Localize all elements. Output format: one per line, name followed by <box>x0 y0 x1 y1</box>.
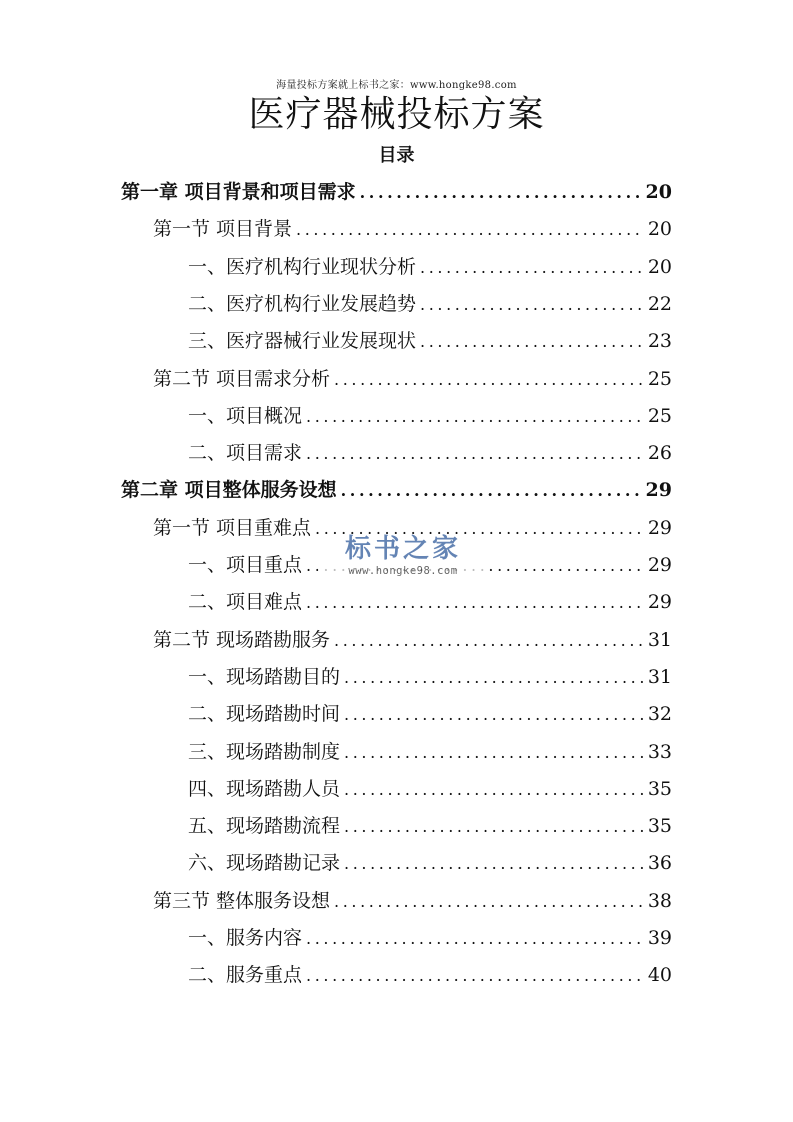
toc-entry[interactable] <box>188 845 672 882</box>
toc-entry-label: 一、服务内容 <box>188 927 303 949</box>
toc-entry-label: 第二节 现场踏勘服务 <box>153 629 331 651</box>
toc-dot-leader <box>334 622 644 659</box>
toc-entry-label: 二、医疗机构行业发展趋势 <box>188 293 417 315</box>
toc-entry[interactable] <box>188 920 672 957</box>
toc-dot-leader <box>344 734 644 771</box>
toc-entry-label: 二、服务重点 <box>188 964 303 986</box>
toc-entry-page-number: 32 <box>647 703 672 725</box>
toc-entry[interactable] <box>188 696 672 733</box>
toc-entry-page-number: 38 <box>647 890 672 912</box>
toc-entry-page-number: 31 <box>647 666 672 688</box>
toc-dot-leader <box>344 845 644 882</box>
toc-entry-label: 三、医疗器械行业发展现状 <box>188 330 417 352</box>
toc-dot-leader <box>306 398 644 435</box>
toc-dot-leader <box>420 323 644 360</box>
toc-entry-label: 三、现场踏勘制度 <box>188 741 341 763</box>
toc-entry[interactable] <box>188 659 672 696</box>
toc-entry-label: 四、现场踏勘人员 <box>188 778 341 800</box>
toc-dot-leader <box>296 211 644 248</box>
toc-dot-leader <box>334 883 644 920</box>
toc-entry-label: 第二节 项目需求分析 <box>153 368 331 390</box>
toc-entry[interactable] <box>188 734 672 771</box>
toc-entry-label: 第一节 项目背景 <box>153 218 293 240</box>
toc-dot-leader <box>344 696 644 733</box>
toc-entry-label: 二、项目需求 <box>188 442 303 464</box>
toc-entry[interactable] <box>188 957 672 994</box>
toc-dot-leader <box>306 584 644 621</box>
document-title: 医疗器械投标方案 <box>248 94 545 135</box>
toc-dot-leader <box>344 659 644 696</box>
toc-entry[interactable] <box>121 174 672 211</box>
toc-entry[interactable] <box>121 472 672 509</box>
toc-dot-leader <box>306 920 644 957</box>
toc-entry-label: 二、现场踏勘时间 <box>188 703 341 725</box>
watermark-logo: 标书之家 <box>344 534 461 564</box>
toc-entry-page-number: 33 <box>647 741 672 763</box>
toc-entry[interactable] <box>188 808 672 845</box>
toc-entry-label: 第二章 项目整体服务设想 <box>121 479 337 501</box>
toc-entry[interactable] <box>188 323 672 360</box>
toc-entry[interactable] <box>188 435 672 472</box>
toc-entry-label: 一、现场踏勘目的 <box>188 666 341 688</box>
toc-entry-page-number: 20 <box>647 256 672 278</box>
toc-entry-page-number: 20 <box>645 181 672 203</box>
page-header: 海量投标方案就上标书之家：www.hongke98.com <box>276 80 517 91</box>
toc-entry-page-number: 20 <box>647 218 672 240</box>
watermark <box>318 534 488 584</box>
toc-entry-label: 第一节 项目重难点 <box>153 517 312 539</box>
toc-entry-page-number: 26 <box>647 442 672 464</box>
toc-heading: 目录 <box>378 145 415 166</box>
toc-dot-leader <box>341 472 642 509</box>
toc-entry-label: 第一章 项目背景和项目需求 <box>121 181 356 203</box>
toc-entry[interactable] <box>153 883 672 920</box>
toc-entry[interactable] <box>188 286 672 323</box>
toc-dot-leader <box>344 771 644 808</box>
toc-entry-page-number: 35 <box>647 778 672 800</box>
toc-entry-page-number: 36 <box>647 852 672 874</box>
toc-entry-label: 一、医疗机构行业现状分析 <box>188 256 417 278</box>
toc-dot-leader <box>344 808 644 845</box>
toc-entry-label: 一、项目概况 <box>188 405 303 427</box>
toc-entry-page-number: 29 <box>647 517 672 539</box>
toc-dot-leader <box>420 249 644 286</box>
toc-dot-leader <box>306 957 644 994</box>
toc-entry-page-number: 23 <box>647 330 672 352</box>
toc-entry[interactable] <box>188 398 672 435</box>
toc-entry-page-number: 22 <box>647 293 672 315</box>
toc-dot-leader <box>360 174 642 211</box>
toc-dot-leader <box>334 361 644 398</box>
toc-entry[interactable] <box>153 211 672 248</box>
watermark-url: www.hongke98.com <box>318 564 488 578</box>
toc-dot-leader <box>306 435 644 472</box>
toc-entry-page-number: 29 <box>647 591 672 613</box>
toc-entry[interactable] <box>188 584 672 621</box>
toc-entry-label: 六、现场踏勘记录 <box>188 852 341 874</box>
toc-entry[interactable] <box>153 361 672 398</box>
toc-entry-page-number: 31 <box>647 629 672 651</box>
toc-entry[interactable] <box>153 622 672 659</box>
toc-entry-page-number: 25 <box>647 368 672 390</box>
toc-entry-page-number: 40 <box>647 964 672 986</box>
toc-entry-page-number: 35 <box>647 815 672 837</box>
toc-entry-label: 第三节 整体服务设想 <box>153 890 331 912</box>
toc-dot-leader <box>420 286 644 323</box>
toc-entry-page-number: 29 <box>647 554 672 576</box>
toc-entry[interactable] <box>188 249 672 286</box>
toc-entry-label: 五、现场踏勘流程 <box>188 815 341 837</box>
toc-entry-label: 二、项目难点 <box>188 591 303 613</box>
toc-entry-page-number: 25 <box>647 405 672 427</box>
toc-entry-page-number: 39 <box>647 927 672 949</box>
toc-entry[interactable] <box>188 771 672 808</box>
toc-entry-label: 一、项目重点 <box>188 554 303 576</box>
toc-entry-page-number: 29 <box>645 479 672 501</box>
